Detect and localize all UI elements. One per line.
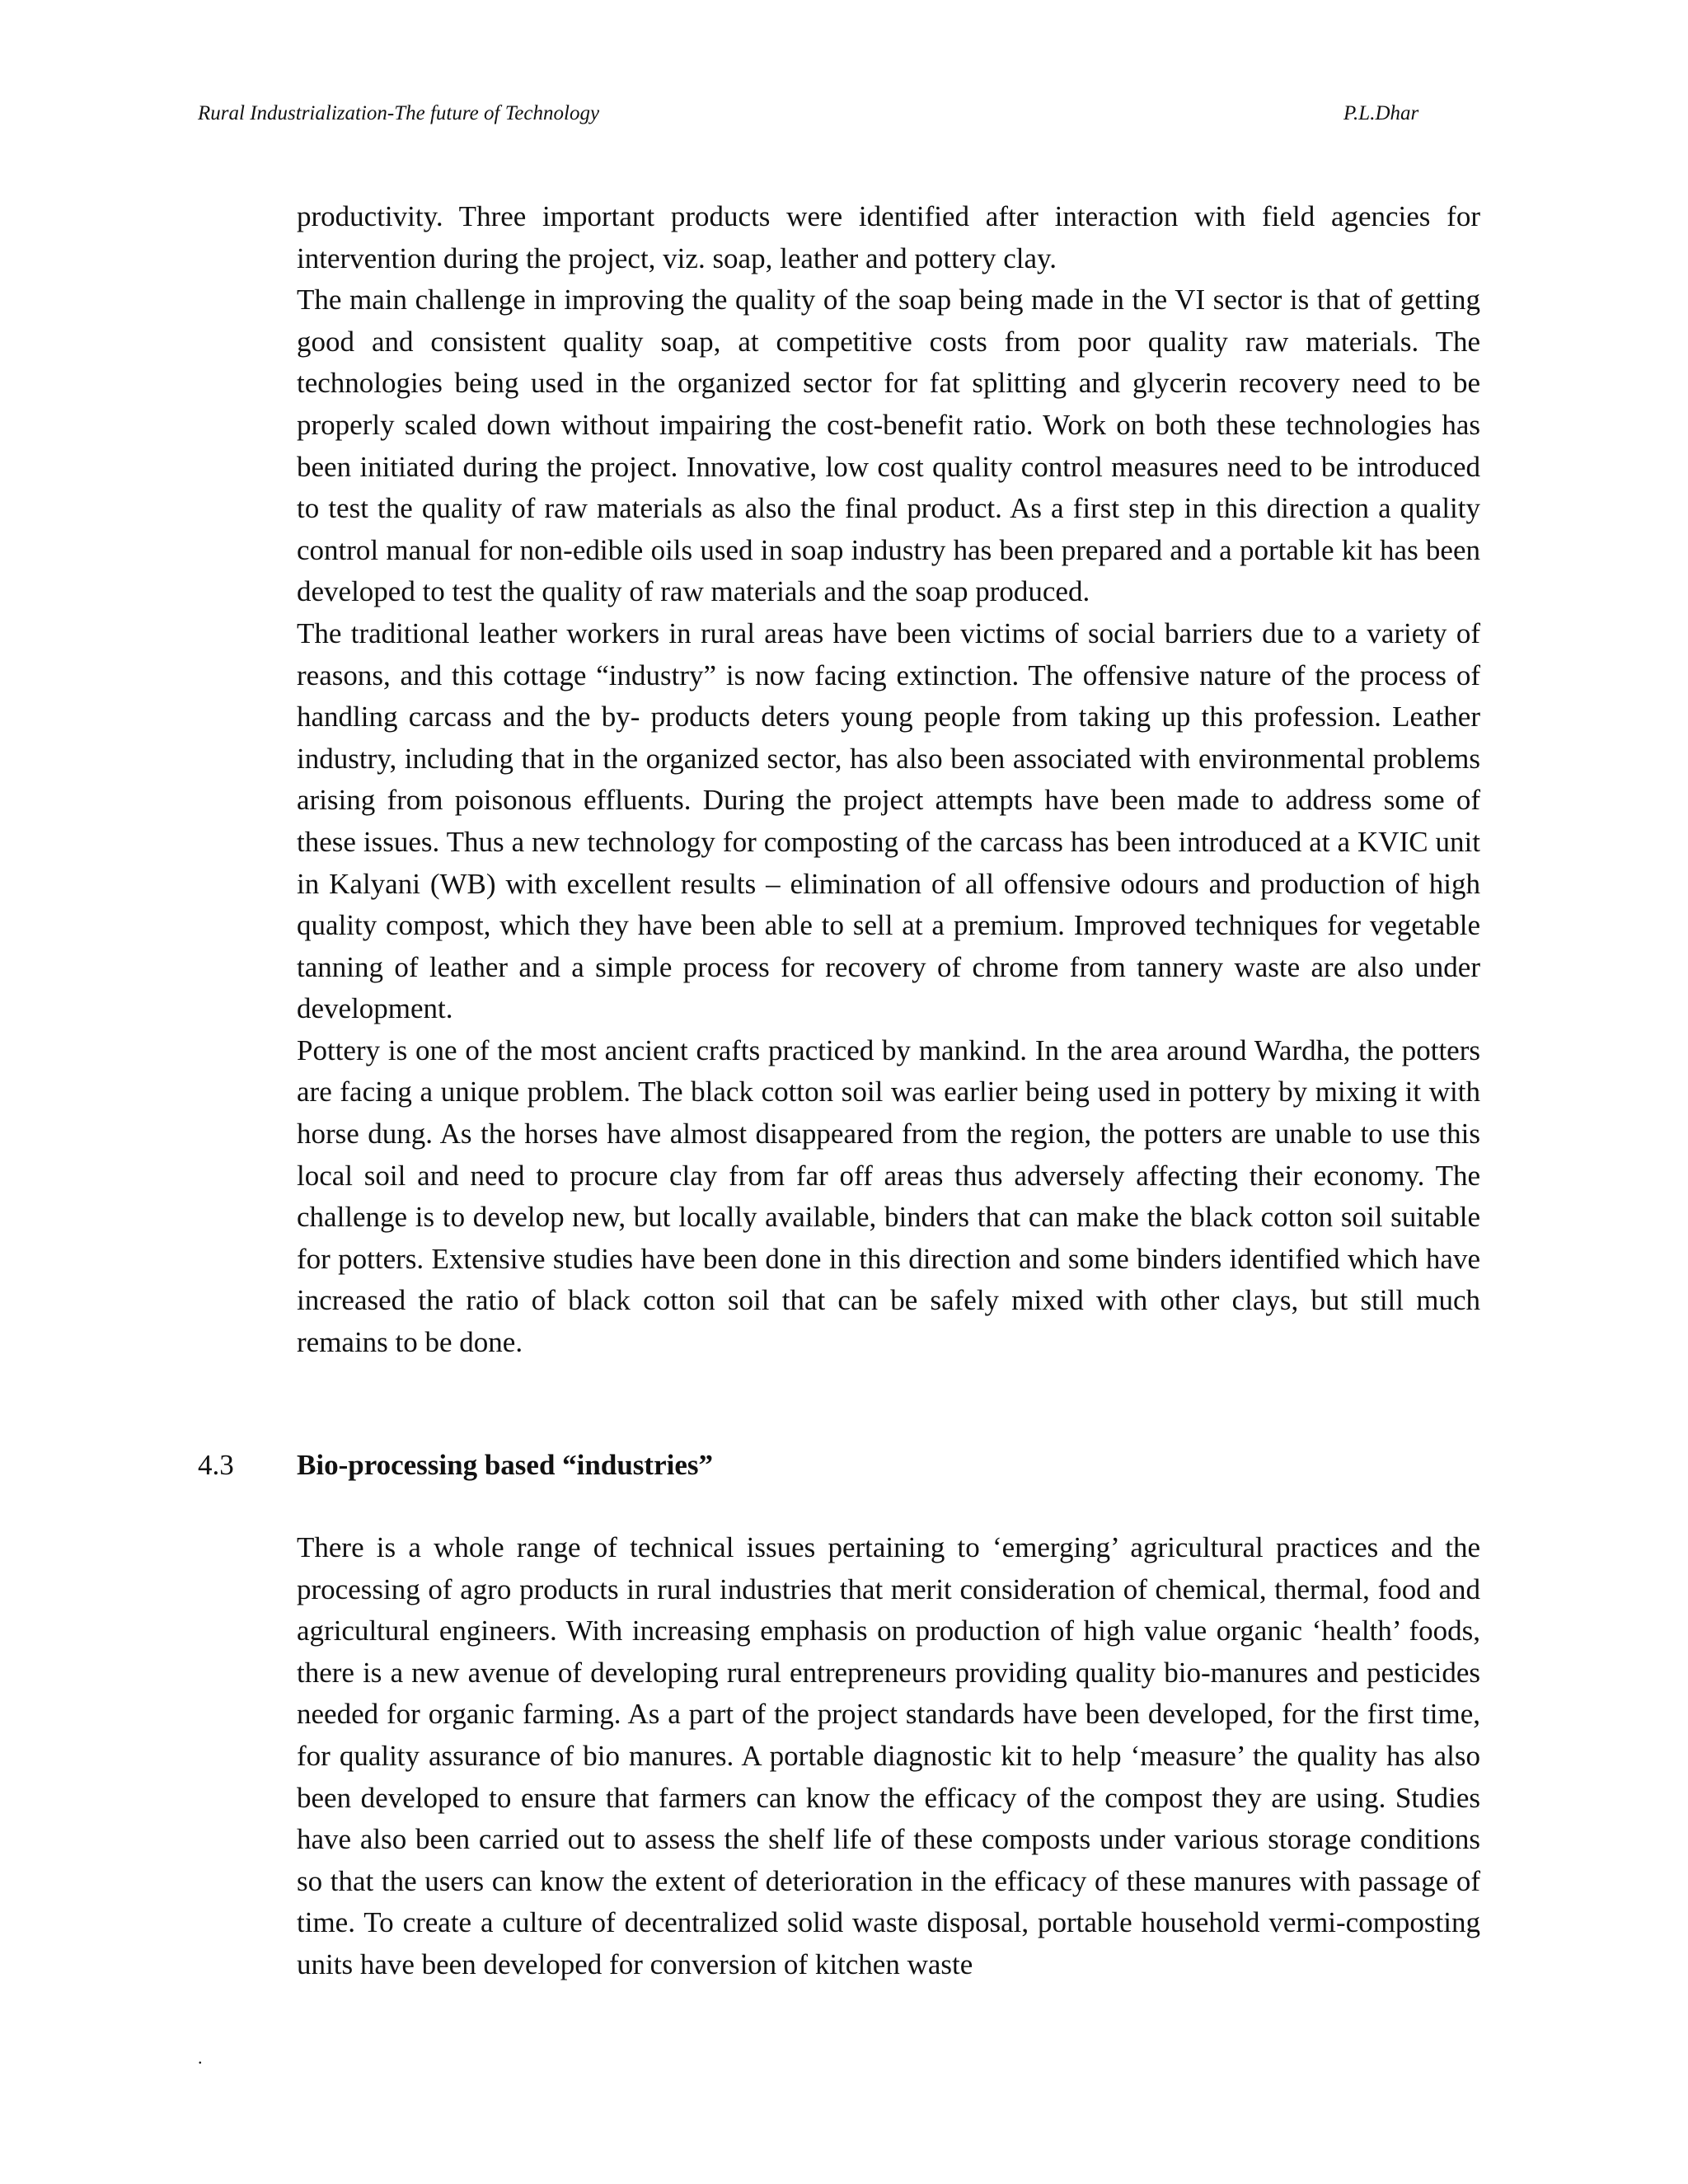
running-header bbox=[198, 97, 1434, 130]
paragraph-soap: The main challenge in improving the quality of the soap being made in the VI sector is that of getting good and consistent quality soap, at competitive costs from poor quality raw materials. The technologies being used in the organized sector for fat splitting and glycerin recovery need to be properly scaled down without impairing the cost-benefit ratio. Work on both these technologies has been initiated during the project. Innovative, low cost quality control measures need to be introduced to test the quality of raw materials as also the final product. As a first step in this direction a quality control manual for non-edible oils used in soap industry has been prepared and a portable kit has been developed to test the quality of raw materials and the soap produced. bbox=[297, 284, 1480, 608]
footer-mark: . bbox=[198, 2047, 203, 2068]
section-title: Bio-processing based “industries” bbox=[297, 1449, 713, 1481]
header-author: P.L.Dhar bbox=[1343, 102, 1419, 124]
header-document-title: Rural Industrialization-The future of Technology bbox=[198, 102, 600, 124]
section-heading bbox=[198, 1444, 1484, 1487]
section-body bbox=[297, 1527, 1480, 1986]
paragraph-leather: The traditional leather workers in rural areas have been victims of social barriers due to a variety of reasons, and this cottage “industry” is now facing extinction. The offensive nature of the process of handling carcass and the by- products deters young people from taking up this profession. Leather industry, including that in the organized sector, has also been associated with environmental problems arising from poisonous effluents. During the project attempts have been made to address some of these issues. Thus a new technology for composting of the carcass has been introduced at a KVIC unit in Kalyani (WB) with excellent results – elimination of all offensive odours and production of high quality compost, which they have been able to sell at a premium. Improved techniques for vegetable tanning of leather and a simple process for recovery of chrome from tannery waste are also under development. bbox=[297, 616, 1480, 1025]
section-number: 4.3 bbox=[198, 1449, 234, 1481]
body-text bbox=[297, 196, 1480, 1364]
paragraph-pottery: Pottery is one of the most ancient crafts practiced by mankind. In the area around Wardha, the potters are facing a unique problem. The black cotton soil was earlier being used in pottery by mixing it with horse dung. As the horses have almost disappeared from the region, the potters are unable to use this local soil and need to procure clay from far off areas thus adversely affecting their economy. The challenge is to develop new, but locally available, binders that can make the black cotton soil suitable for potters. Extensive studies have been done in this direction and some binders identified which have increased the ratio of black cotton soil that can be safely mixed with other clays, but still much remains to be done. bbox=[297, 1033, 1480, 1359]
paragraph-productivity: productivity. Three important products were identified after interaction with field agencies for intervention during the project, viz. soap, leather and pottery clay. bbox=[297, 200, 1480, 274]
paragraph-bio-processing: There is a whole range of technical issues pertaining to ‘emerging’ agricultural practices and the processing of agro products in rural industries that merit consideration of chemical, thermal, food and agricultural engineers. With increasing emphasis on production of high value organic ‘health’ foods, there is a new avenue of developing rural entrepreneurs providing quality bio-manures and pesticides needed for organic farming. As a part of the project standards have been developed, for the first time, for quality assurance of bio manures. A portable diagnostic kit to help ‘measure’ the quality has also been developed to ensure that farmers can know the efficacy of the compost they are using. Studies have also been carried out to assess the shelf life of these composts under various storage conditions so that the users can know the extent of deterioration in the efficacy of these manures with passage of time. To create a culture of decentralized solid waste disposal, portable household vermi-composting units have been developed for conversion of kitchen waste bbox=[297, 1531, 1480, 1980]
